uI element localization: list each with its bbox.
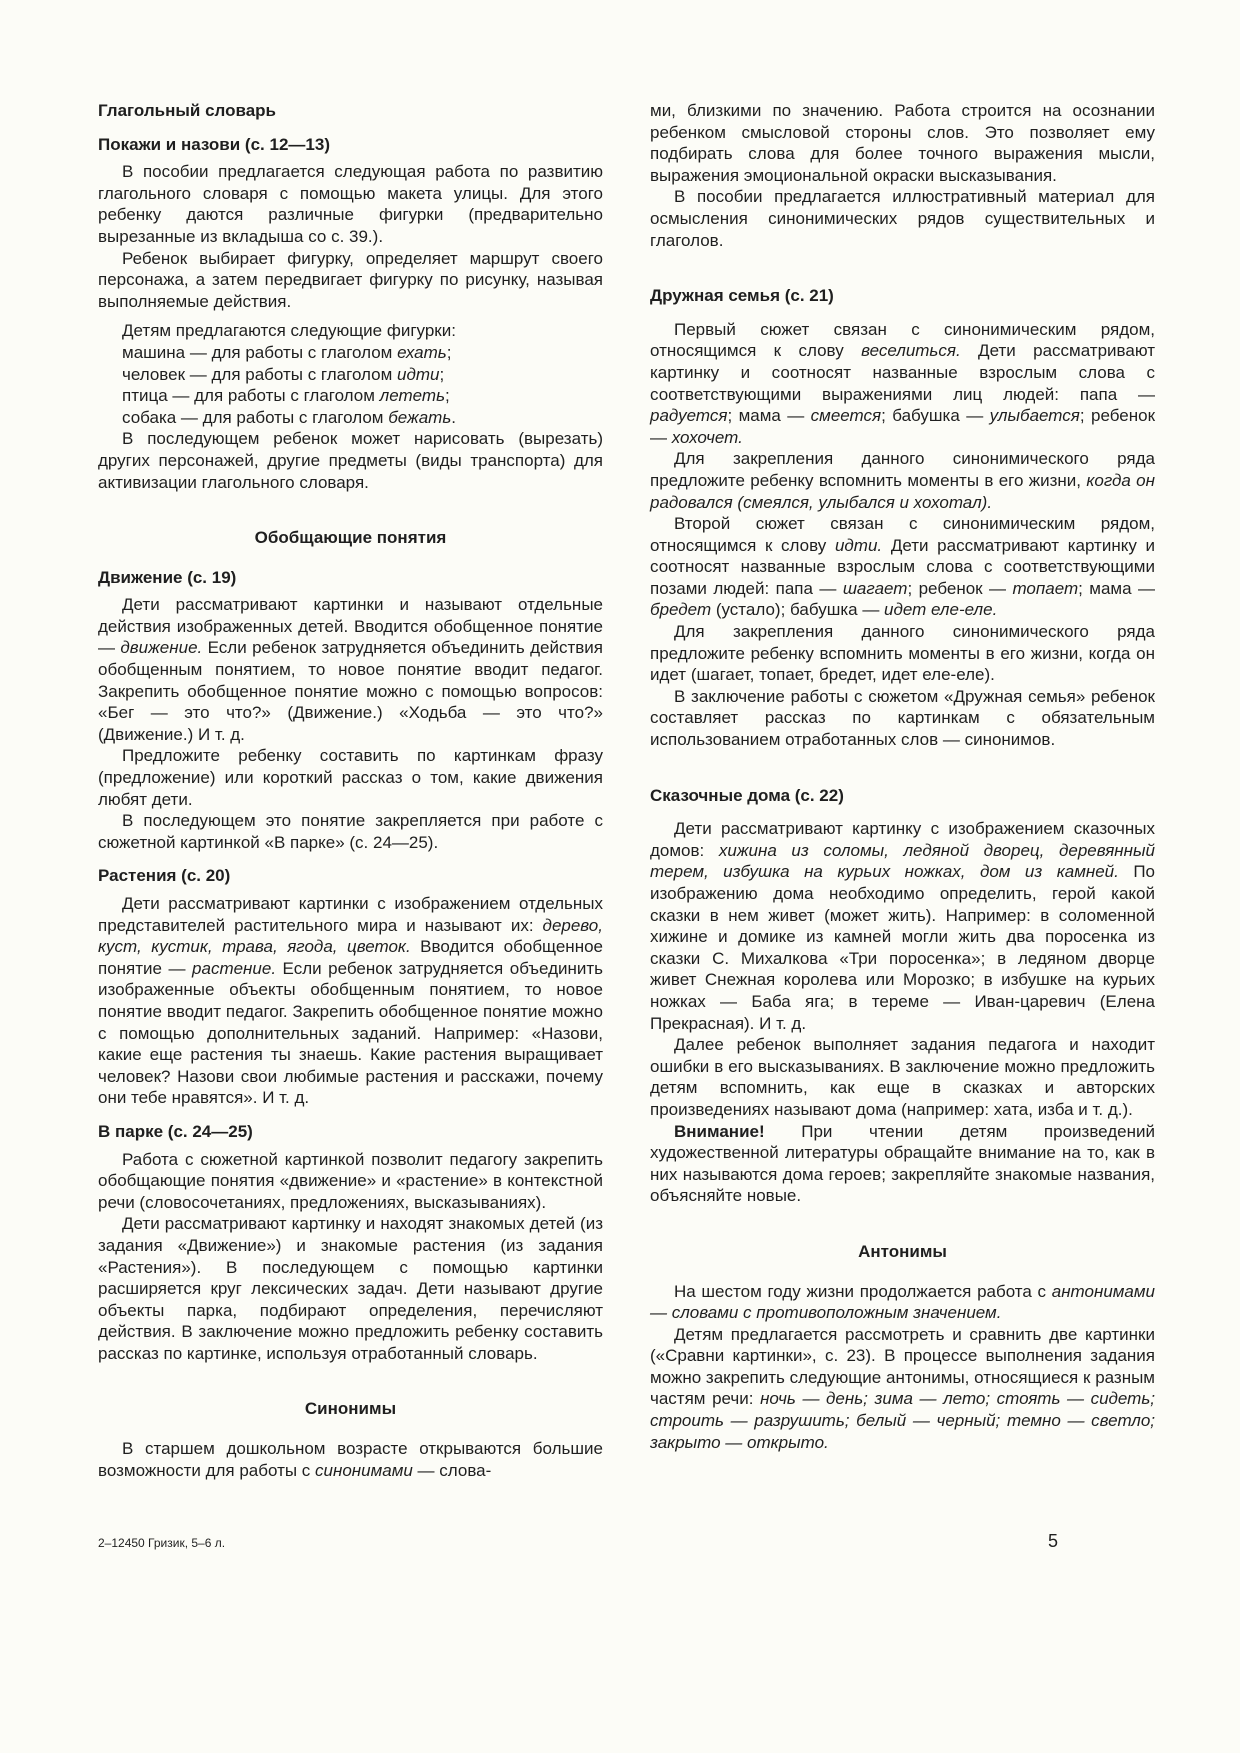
section-heading — [98, 134, 603, 156]
text-run: Для закрепления данного синонимического ряда предложите ребенку вспомнить моменты в его жизни, — [650, 449, 1155, 490]
text-run: ; — [445, 386, 450, 406]
paragraph — [650, 319, 1155, 449]
text-run: В пособии предлагается иллюстративный материал для осмысления синонимических рядов существительных и глаголов. — [650, 187, 1155, 250]
paragraph — [650, 1324, 1155, 1454]
text-run: ; ребенок — — [907, 578, 1013, 598]
text-run: птица — для работы с глаголом — [122, 386, 380, 406]
paragraph — [650, 186, 1155, 251]
text-run: Ребенок выбирает фигурку, определяет маршрут своего персонажа, а затем передвигает фигурку по рисунку, называя выполняемые действия. — [98, 248, 603, 311]
text-run: В заключение работы с сюжетом «Дружная семья» ребенок составляет рассказ по картинкам с обязательным использованием отработанных слов — синонимов. — [650, 686, 1155, 750]
list-line — [98, 342, 603, 364]
text-run: (устало); бабушка — — [711, 600, 885, 620]
section-heading — [98, 865, 603, 887]
list-line — [98, 320, 603, 342]
text-run: Второй сюжет связан с синонимическим рядом, относящимся к слову — [650, 514, 1155, 555]
paragraph — [650, 1034, 1155, 1120]
text-run: ; мама — — [1078, 578, 1155, 598]
text-run: Детям предлагается рассмотреть и сравнить две картинки («Сравни картинки», с. 23). В процессе выполнения задания можно закрепить следующие антонимы, относящиеся к разным частям речи: — [650, 1324, 1155, 1409]
text-run: ; бабушка — — [881, 406, 990, 426]
italic-term: растение. — [192, 958, 277, 978]
text-run: На шестом году жизни продолжается работа с — [674, 1281, 1052, 1301]
text-run: Глагольный словарь — [98, 101, 277, 120]
section-heading — [650, 1241, 1155, 1263]
paragraph — [98, 1149, 603, 1214]
text-run: Движение (с. 19) — [98, 567, 237, 587]
text-run: В парке (с. 24—25) — [98, 1121, 253, 1141]
italic-term: ночь — день; зима — лето; стоять — сидеть; строить — разрушить; белый — черный; темно — светло; закрыто — открыто. — [650, 1389, 1156, 1452]
text-run: Растения (с. 20) — [98, 866, 231, 886]
text-run: — слова- — [412, 1460, 492, 1480]
italic-term: синонимами — [315, 1460, 413, 1480]
text-run: машина — для работы с глаголом — [122, 342, 398, 362]
text-run: . — [451, 407, 457, 427]
italic-term: хижина из соломы, ледяной дворец, деревянный терем, избушка на курьих ножках, дом из камней. — [650, 840, 1155, 882]
paragraph — [650, 1281, 1155, 1324]
text-run: При чтении детям произведений художественной литературы обращайте внимание на то, как в них называются дома героев; закрепляйте знакомые названия, объясняйте новые. — [650, 1121, 1155, 1206]
text-run: ; — [446, 342, 452, 362]
list-line — [98, 364, 603, 386]
text-run: Детям предлагаются следующие фигурки: — [122, 321, 456, 341]
text-run: Дети рассматривают картинку с изображением сказочных домов: — [650, 819, 1155, 860]
paragraph — [650, 1121, 1155, 1207]
text-run: собака — для работы с глаголом — [122, 407, 389, 427]
section-heading — [98, 1398, 603, 1420]
italic-term: радуется — [650, 406, 728, 426]
imprint: 2–12450 Гризик, 5–6 л. — [98, 1536, 226, 1551]
text-run: Если ребенок затрудняется объединить изображенные объекты обобщенным понятием, то новое понятие вводит педагог. Закрепить обобщенное понятие можно с помощью дополнительных заданий. Например: «Назови, какие еще растения ты знаешь. Какие растения выращивает человек? Назови свои любимые растения и расскажи, почему они тебе нравятся». И т. д. — [98, 958, 604, 1108]
italic-term: ехать — [397, 342, 447, 362]
italic-term: топает — [1012, 578, 1079, 598]
bold-term: Внимание! — [674, 1121, 765, 1141]
text-run: Работа с сюжетной картинкой позволит педагогу закрепить обобщающие понятия «движение» и «растение» в контекстной речи (словосочетаниях, предложениях, высказываниях). — [98, 1149, 603, 1212]
section-heading — [98, 1121, 603, 1143]
paragraph — [98, 161, 603, 247]
text-run: Дети рассматривают картинки и называют отдельные действия изображенных детей. Вводится обобщенное понятие — — [98, 595, 603, 658]
text-run: Антонимы — [858, 1241, 947, 1261]
italic-term: идет еле-еле. — [884, 600, 998, 620]
italic-term: антонимами — словами с противоположным значением. — [650, 1281, 1155, 1323]
paragraph — [98, 893, 603, 1109]
italic-term: лететь — [379, 386, 446, 406]
italic-term: дерево, куст, кустик, трава, ягода, цветок. — [98, 915, 603, 957]
paragraph — [650, 513, 1155, 621]
text-run: Вводится обобщенное понятие — — [98, 937, 603, 978]
italic-term: идти — [397, 364, 440, 384]
right-column — [650, 100, 1155, 1453]
text-run: Синонимы — [304, 1399, 397, 1419]
text-run: Далее ребенок выполняет задания педагога и находит ошибки в его высказываниях. В заключение можно предложить детям вспомнить, как еще в сказках и авторских произведениях называют дома (например: хата, изба и т. д.). — [650, 1035, 1155, 1119]
list-line — [98, 385, 603, 407]
text-run: Дети рассматривают картинки с изображением отдельных представителей растительного мира и называют их: — [98, 894, 603, 935]
text-run: человек — для работы с глаголом — [122, 364, 398, 384]
left-column — [98, 100, 603, 1481]
text-run: Для закрепления данного синонимического ряда предложите ребенку вспомнить моменты в его жизни, когда он идет (шагает, топает, бредет, идет еле-еле). — [650, 622, 1155, 685]
italic-term: бежать — [388, 407, 452, 427]
text-run: Обобщающие понятия — [254, 528, 447, 548]
text-run: Дети рассматривают картинку и соотносят названные взрослым слова с соответствующими выражениями лиц людей: папа — — [650, 341, 1155, 404]
text-run: Дети рассматривают картинку и соотносят названные взрослым слова с соответствующими позами людей: папа — — [650, 535, 1156, 598]
paragraph — [98, 594, 603, 745]
italic-term: улыбается — [989, 406, 1080, 426]
italic-term: хохочет. — [671, 427, 743, 447]
paragraph — [98, 1213, 603, 1364]
text-run: В пособии предлагается следующая работа по развитию глагольного словаря с помощью макета улицы. Для этого ребенку даются различные фигурки (предварительно вырезанные из вкладыша со с. 39.). — [98, 162, 603, 246]
text-run: Дружная семья (с. 21) — [650, 286, 834, 306]
section-heading — [98, 527, 603, 549]
page-footer — [98, 1531, 1058, 1552]
paragraph — [98, 810, 603, 853]
italic-term: движение. — [120, 638, 203, 658]
italic-term: веселиться. — [861, 341, 961, 361]
text-run: Покажи и назови (с. 12—13) — [98, 134, 330, 154]
text-run: Первый сюжет связан с синонимическим рядом, относящимся к слову — [650, 319, 1155, 361]
text-run: В последующем ребенок может нарисовать (вырезать) других персонажей, другие предметы (виды транспорта) для активизации глагольного словаря. — [98, 429, 603, 492]
section-heading — [650, 785, 1155, 807]
text-run: ; мама — — [727, 406, 811, 426]
text-run: Сказочные дома (с. 22) — [650, 785, 844, 805]
italic-term: шагает — [842, 578, 908, 598]
section-heading — [98, 100, 603, 122]
text-run: ; ребенок — — [650, 406, 1156, 447]
paragraph — [98, 428, 603, 493]
paragraph — [98, 1438, 603, 1481]
paragraph — [650, 686, 1155, 751]
paragraph — [650, 448, 1155, 513]
text-run: Предложите ребенку составить по картинкам фразу (предложение) или короткий рассказ о том, какие движения любят дети. — [98, 746, 603, 809]
text-run: В последующем это понятие закрепляется при работе с сюжетной картинкой «В парке» (с. 24—25). — [98, 811, 603, 852]
paragraph — [650, 100, 1155, 186]
text-run: Дети рассматривают картинку и находят знакомых детей (из задания «Движение») и знакомые растения (из задания «Растения»). В последующем с помощью картинки расширяется круг лексических задач. Дети называют другие объекты парка, подбирают определения, перечисляют действия. В заключение можно предложить ребенку составить рассказ по картинке, используя отработанный словарь. — [98, 1214, 603, 1363]
italic-term: когда он радовался (смеялся, улыбался и хохотал). — [650, 470, 1155, 512]
section-heading — [98, 567, 603, 589]
text-run: В старшем дошкольном возрасте открываются большие возможности для работы с — [98, 1439, 603, 1480]
text-run: Если ребенок затрудняется объединить действия обобщенным понятием, то новое понятие вводит педагог. Закрепить обобщенное понятие можно с помощью вопросов: «Бег — это что?» (Движение.) «Ходьба — это что?» (Движение.) И т. д. — [98, 638, 603, 744]
text-run: По изображению дома необходимо определить, герой какой сказки в нем живет (может жить). Например: в соломенной хижине и домике из камней могли жить два поросенка из сказки С. Михалкова «Три поросенка»; в ледяном дворце живет Снежная королева или Морозко; в избушке на курьих ножках — Баба яга; в тереме — Иван-царевич (Елена Прекрасная). И т. д. — [650, 862, 1155, 1033]
italic-term: идти. — [834, 535, 883, 555]
paragraph — [650, 621, 1155, 686]
text-run: ; — [439, 364, 445, 384]
paragraph — [98, 745, 603, 810]
italic-term: бредет — [650, 600, 712, 620]
text-run: ми, близкими по значению. Работа строится на осознании ребенком смысловой стороны слов. Это позволяет ему подбирать слова для более точного выражения мысли, выражения эмоциональной окраски высказывания. — [650, 101, 1155, 185]
page-number: 5 — [1047, 1531, 1058, 1552]
text-columns — [98, 100, 1156, 1481]
paragraph — [650, 818, 1155, 1034]
italic-term: смеется — [810, 406, 882, 426]
paragraph — [98, 248, 603, 313]
list-line — [98, 407, 603, 429]
section-heading — [650, 285, 1155, 307]
